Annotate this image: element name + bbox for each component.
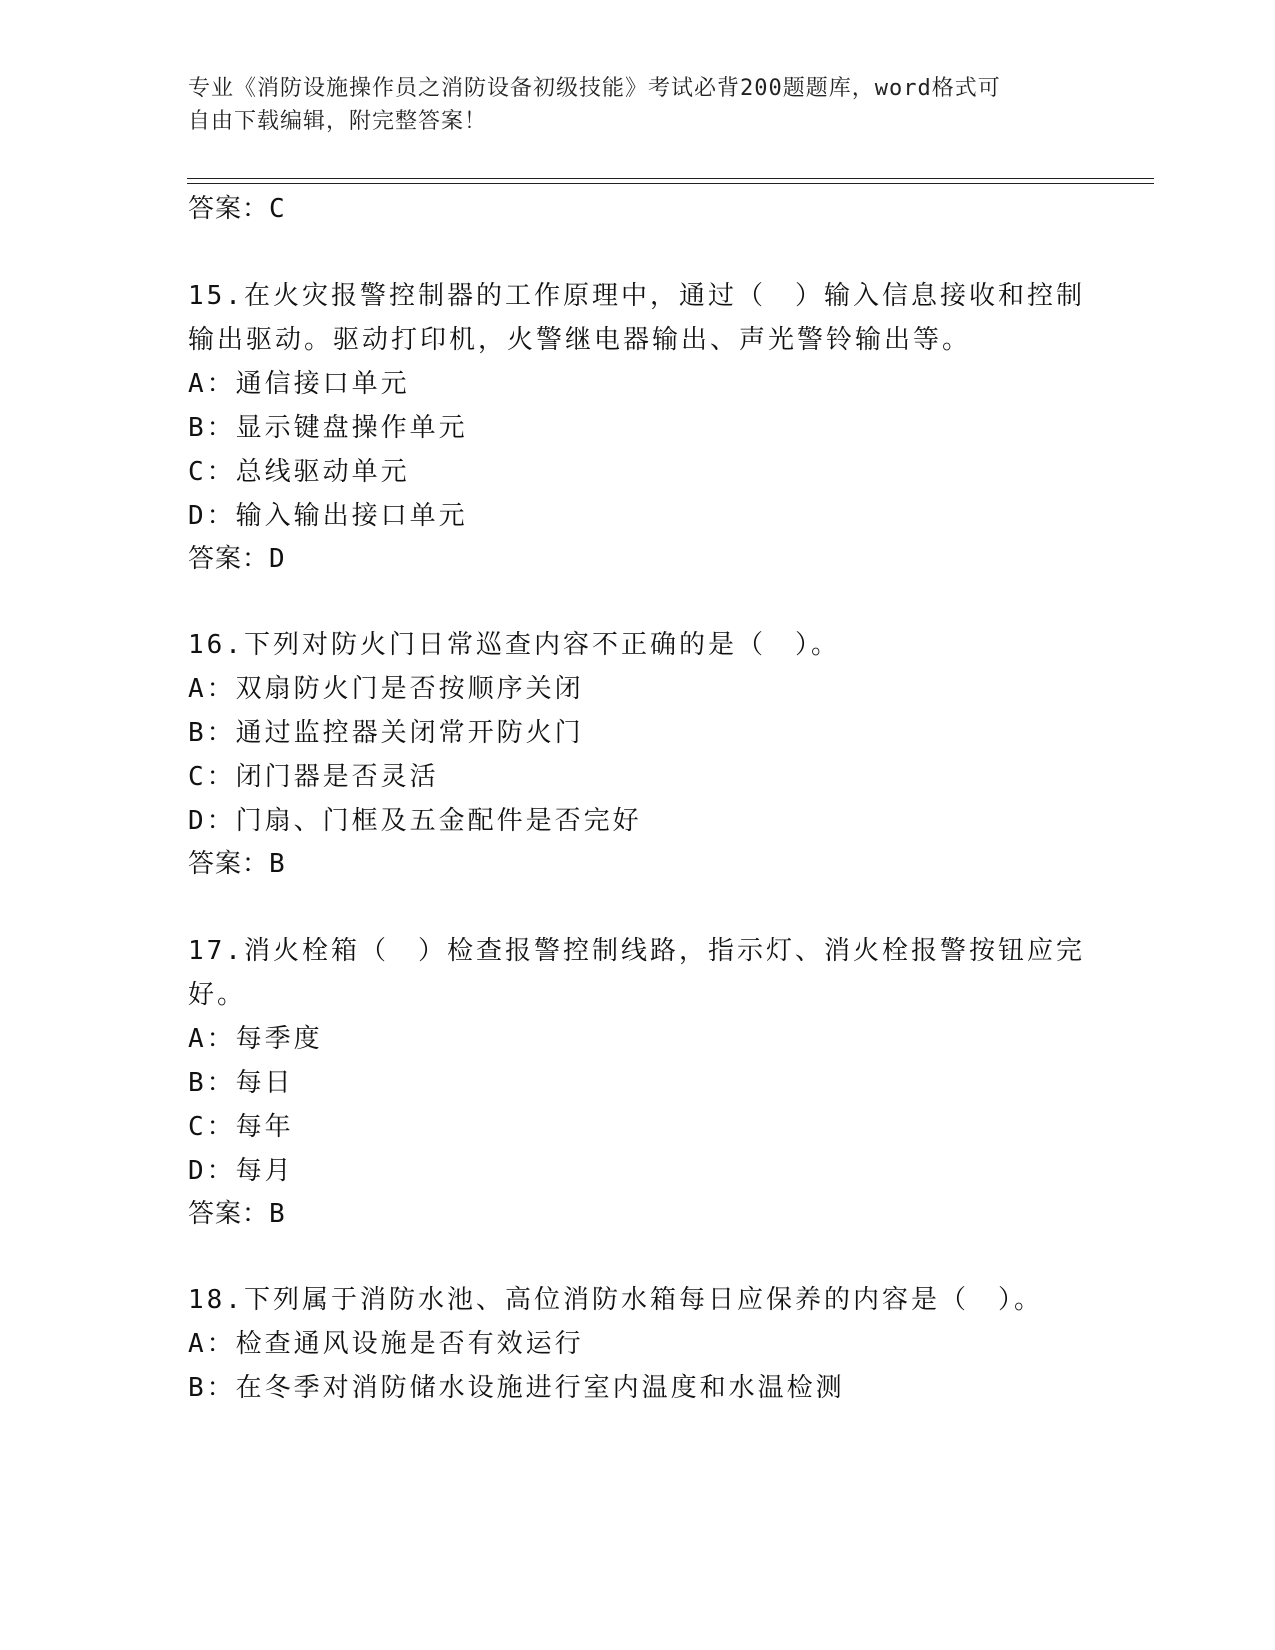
question-16-stem: 16.下列对防火门日常巡查内容不正确的是（ ）。 (188, 630, 840, 660)
question-17-option-c: C：每年 (188, 1112, 294, 1142)
question-17-option-a: A：每季度 (188, 1024, 323, 1054)
question-17-option-d: D：每月 (188, 1156, 294, 1186)
answer-label: 答案： (188, 1199, 270, 1229)
question-17-answer (188, 1191, 286, 1237)
question-18-option-a: A：检查通风设施是否有效运行 (188, 1329, 584, 1359)
document-header (188, 72, 1068, 138)
question-15-option-a: A：通信接口单元 (188, 369, 410, 399)
answer-label: 答案： (188, 544, 270, 574)
question-18-stem: 18.下列属于消防水池、高位消防水箱每日应保养的内容是（ ）。 (188, 1285, 1043, 1315)
question-16-option-c: C：闭门器是否灵活 (188, 762, 439, 792)
answer-value: B (269, 849, 286, 879)
question-17-stem-line-1: 17.消火栓箱（ ）检查报警控制线路，指示灯、消火栓报警按钮应完 (188, 936, 1085, 966)
header-rule-top (187, 178, 1154, 179)
question-16-answer (188, 841, 286, 887)
answer-value: D (269, 544, 286, 574)
question-16-option-a: A：双扇防火门是否按顺序关闭 (188, 674, 584, 704)
question-17-option-b: B：每日 (188, 1068, 294, 1098)
answer-value: B (269, 1199, 286, 1229)
question-15-stem-line-1: 15.在火灾报警控制器的工作原理中，通过（ ）输入信息接收和控制 (188, 281, 1085, 311)
question-15-option-c: C：总线驱动单元 (188, 457, 410, 487)
header-line-2: 自由下载编辑，附完整答案！ (188, 109, 488, 134)
header-rule-bottom (187, 183, 1154, 184)
question-17-stem-line-2: 好。 (188, 980, 247, 1010)
answer-prev (188, 186, 286, 232)
question-16-option-b: B：通过监控器关闭常开防火门 (188, 718, 584, 748)
question-15-answer (188, 536, 286, 582)
answer-label: 答案： (188, 194, 270, 224)
question-18-option-b: B：在冬季对消防储水设施进行室内温度和水温检测 (188, 1373, 845, 1403)
question-15-option-b: B：显示键盘操作单元 (188, 413, 468, 443)
question-15-stem-line-2: 输出驱动。驱动打印机，火警继电器输出、声光警铃输出等。 (188, 325, 972, 355)
header-line-1: 专业《消防设施操作员之消防设备初级技能》考试必背200题题库，word格式可 (188, 76, 1001, 101)
question-16-option-d: D：门扇、门框及五金配件是否完好 (188, 806, 642, 836)
answer-label: 答案： (188, 849, 270, 879)
question-15-option-d: D：输入输出接口单元 (188, 501, 468, 531)
answer-value: C (269, 194, 286, 224)
